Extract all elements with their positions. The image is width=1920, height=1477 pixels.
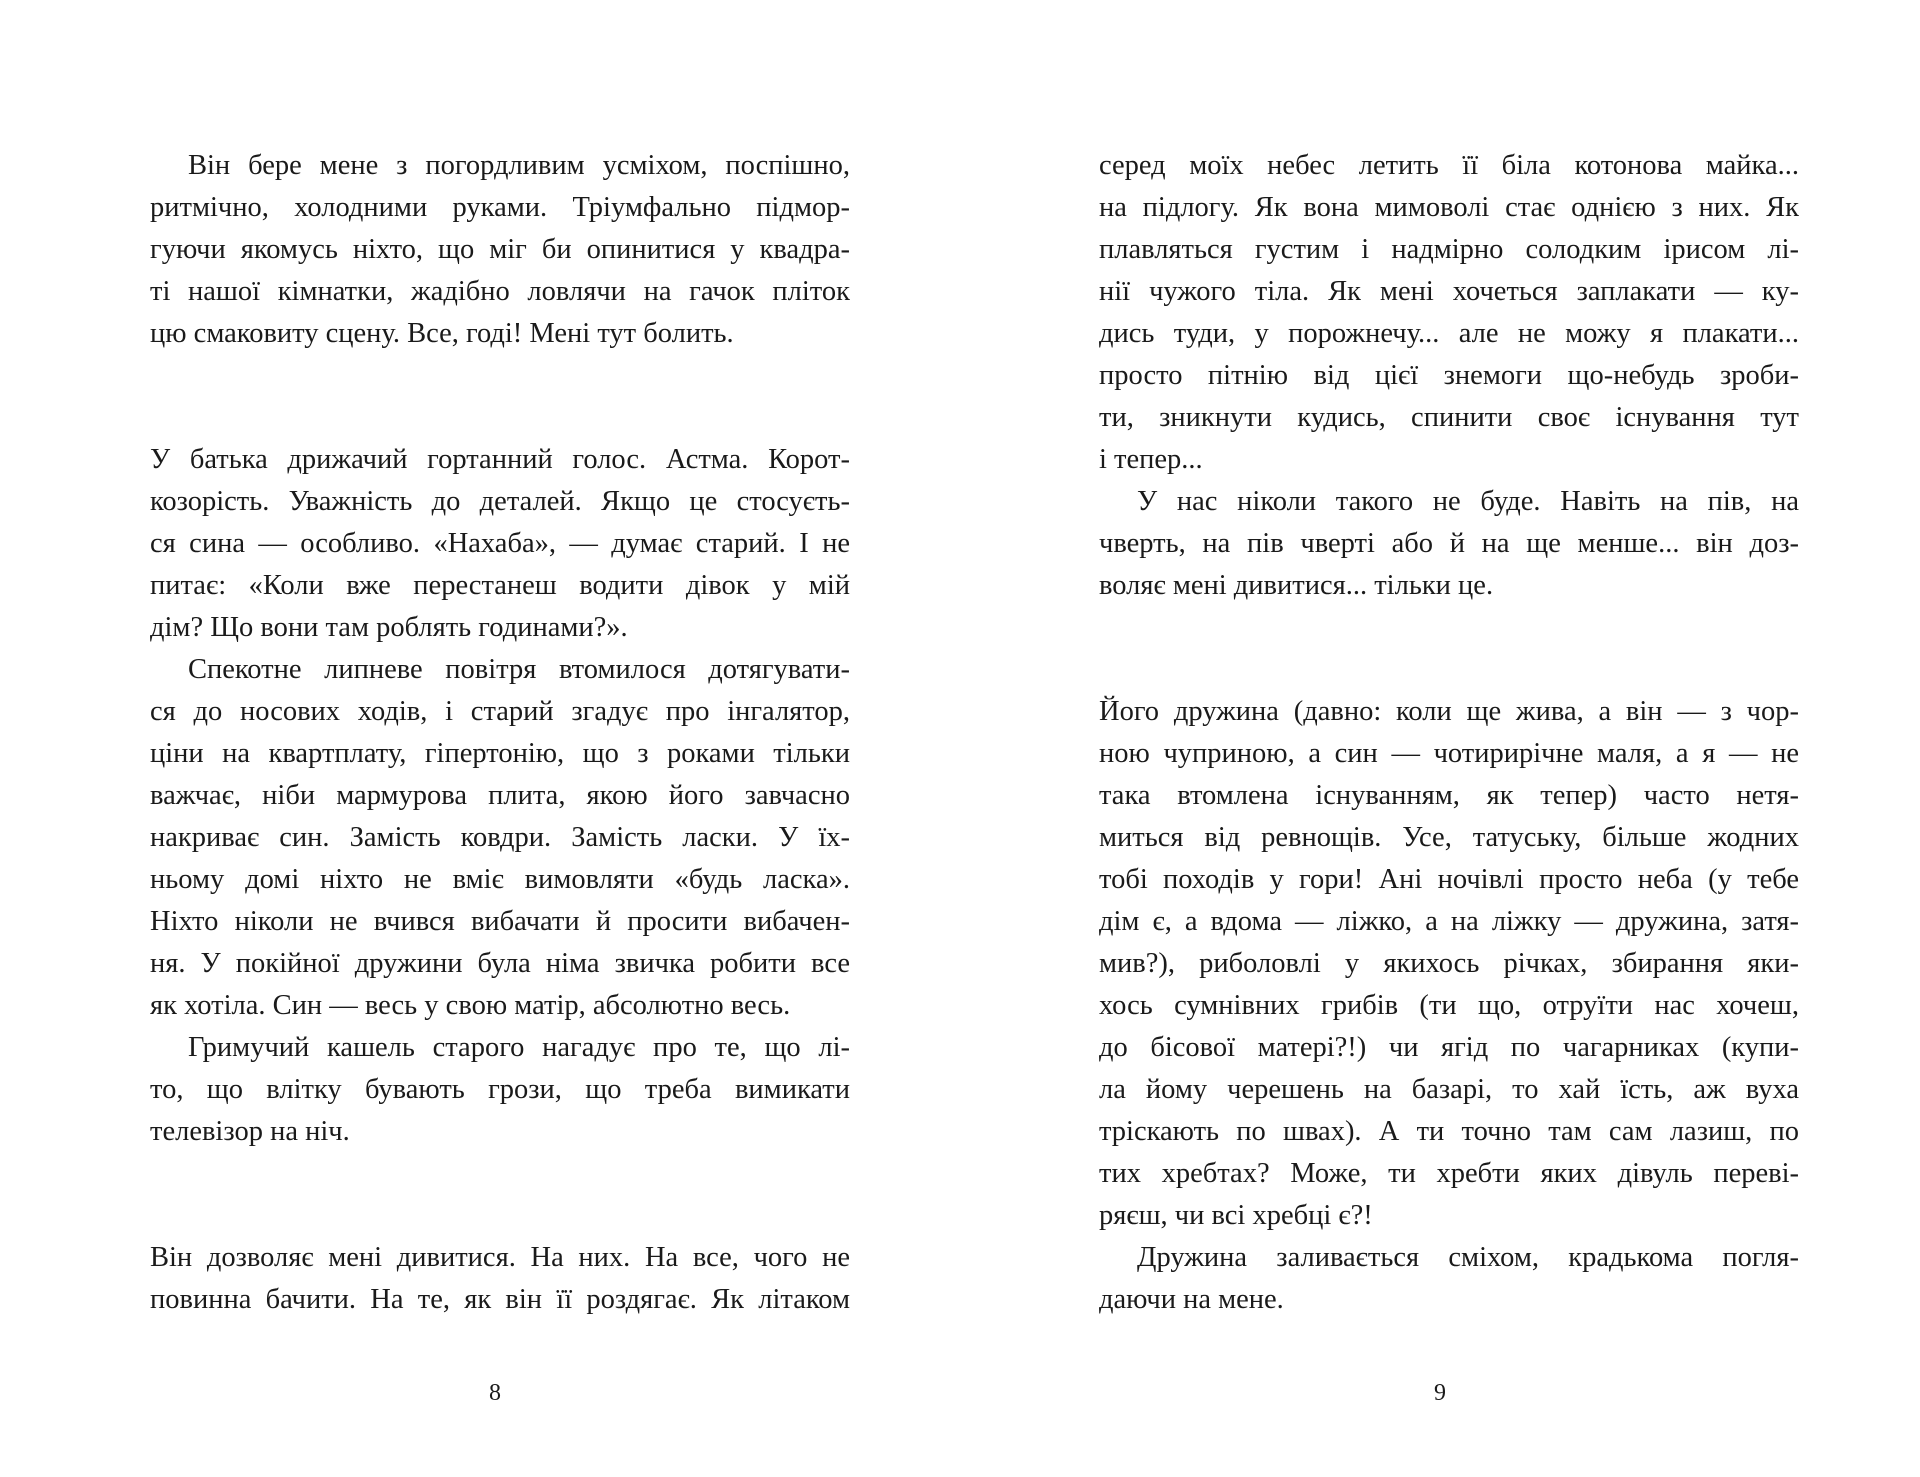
left-paragraph-4 [150,1027,850,1153]
text-line: на підлогу. Як вона мимоволі стає однією з них. Як [1099,192,1799,223]
text-line: ся до носових ходів, і старий згадує про інгалятор, [150,696,850,727]
text-line: Гримучий кашель старого нагадує про те, що лі- [188,1032,850,1063]
left-paragraph-2 [150,439,850,649]
text-line: ціни на квартплату, гіпертонію, що з роками тільки [150,738,850,769]
page-number: 9 [1434,1380,1446,1406]
text-line: повинна бачити. На те, як він її роздягає. Як літаком [150,1284,850,1315]
left-paragraph-3 [150,649,850,1027]
text-line: просто пітнію від цієї знемоги що-небудь зроби- [1099,360,1799,391]
page-number: 8 [489,1380,501,1406]
right-page [960,0,1920,1477]
left-paragraph-1 [150,145,850,355]
text-line: Він бере мене з погордливим усміхом, поспішно, [188,150,850,181]
text-line: дім є, а вдома — ліжко, а на ліжку — дружина, затя- [1099,906,1799,937]
text-line: ною чуприною, а син — чотирирічне маля, а я — не [1099,738,1799,769]
right-paragraph-1 [1099,145,1799,481]
text-line: Дружина заливається сміхом, крадькома погля- [1137,1242,1799,1273]
text-line: питає: «Коли вже перестанеш водити дівок у мій [150,570,850,601]
text-line: серед моїх небес летить її біла котонова майка... [1099,150,1799,181]
text-line: до бісової матері?!) чи ягід по чагарниках (купи- [1099,1032,1799,1063]
text-line: ньому домі ніхто не вміє вимовляти «будь ласка». [150,864,850,895]
text-line: ти, зникнути кудись, спинити своє існування тут [1099,402,1799,433]
text-line: даючи на мене. [1099,1284,1284,1315]
text-line: тріскають по швах). А ти точно там сам лазиш, по [1099,1116,1799,1147]
text-line: мив?), риболовлі у якихось річках, збирання яки- [1099,948,1799,979]
text-line: ті нашої кімнатки, жадібно ловлячи на гачок пліток [150,276,850,307]
text-line: нії чужого тіла. Як мені хочеться заплакати — ку- [1099,276,1799,307]
text-line: тих хребтах? Може, ти хребти яких дівуль переві- [1099,1158,1799,1189]
text-line: ла йому черешень на базарі, то хай їсть, аж вуха [1099,1074,1799,1105]
text-line: ся сина — особливо. «Нахаба», — думає старий. І не [150,528,850,559]
text-line: воляє мені дивитися... тільки це. [1099,570,1494,601]
left-paragraph-5 [150,1237,850,1321]
text-line: дім? Що вони там роблять годинами?». [150,612,628,643]
text-line: козорість. Уважність до деталей. Якщо це стосуєть- [150,486,850,517]
text-line: Спекотне липневе повітря втомилося дотягувати- [188,654,850,685]
text-line: і тепер... [1099,444,1203,475]
text-line: У батька дрижачий гортанний голос. Астма. Корот- [150,444,850,475]
text-line: цю смаковиту сцену. Все, годі! Мені тут болить. [150,318,734,349]
text-line: телевізор на ніч. [150,1116,350,1147]
right-paragraph-4 [1099,1237,1799,1321]
right-paragraph-2 [1099,481,1799,607]
text-line: важчає, ніби мармурова плита, якою його завчасно [150,780,850,811]
text-line: така втомлена існуванням, як тепер) часто нетя- [1099,780,1799,811]
text-line: то, що влітку бувають грози, що треба вимикати [150,1074,850,1105]
right-paragraph-3 [1099,691,1799,1237]
text-line: ритмічно, холодними руками. Тріумфально підмор- [150,192,850,223]
text-line: чверть, на пів чверті або й на ще менше... він доз- [1099,528,1799,559]
text-line: накриває син. Замість ковдри. Замість ласки. У їх- [150,822,850,853]
text-line: дись туди, у порожнечу... але не можу я плакати... [1099,318,1799,349]
text-line: У нас ніколи такого не буде. Навіть на пів, на [1137,486,1799,517]
text-line: плавляться густим і надмірно солодким ірисом лі- [1099,234,1799,265]
text-line: Він дозволяє мені дивитися. На них. На все, чого не [150,1242,850,1273]
text-line: ня. У покійної дружини була німа звичка робити все [150,948,850,979]
text-line: тобі походів у гори! Ані ночівлі просто неба (у тебе [1099,864,1799,895]
text-line: гуючи якомусь ніхто, що міг би опинитися у квадра- [150,234,850,265]
text-line: Ніхто ніколи не вчився вибачати й просити вибачен- [150,906,850,937]
text-line: Його дружина (давно: коли ще жива, а він — з чор- [1099,696,1799,727]
text-line: ряєш, чи всі хребці є?! [1099,1200,1373,1231]
text-line: миться від ревнощів. Усе, татуську, більше жодних [1099,822,1799,853]
text-line: хось сумнівних грибів (ти що, отруїти нас хочеш, [1099,990,1799,1021]
text-line: як хотіла. Син — весь у свою матір, абсолютно весь. [150,990,791,1021]
